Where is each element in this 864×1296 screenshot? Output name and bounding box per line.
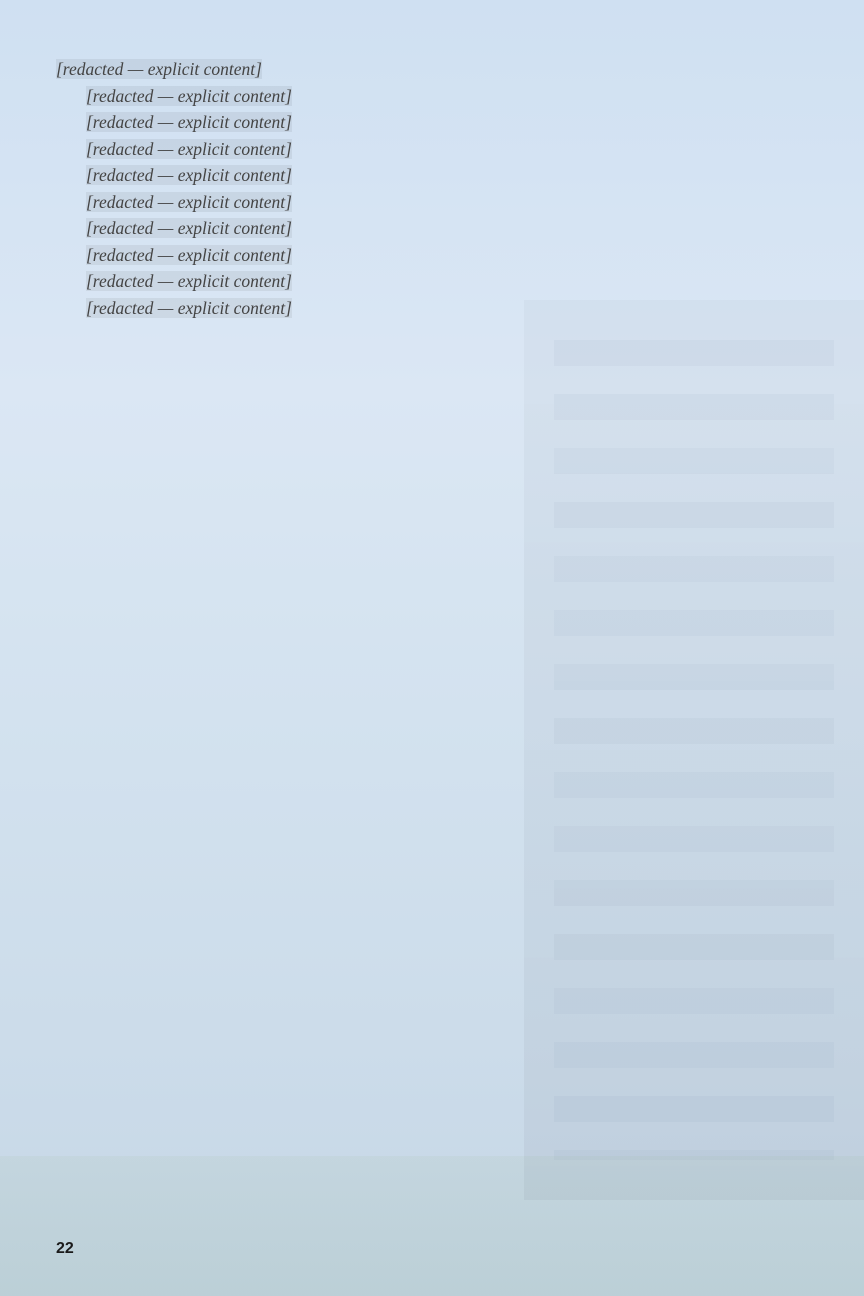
paragraph: [redacted — explicit content] (56, 59, 262, 79)
paragraph: [redacted — explicit content] (86, 218, 292, 238)
paragraph: [redacted — explicit content] (86, 112, 292, 132)
body-text-block (56, 56, 808, 321)
page-number: 22 (56, 1240, 74, 1257)
paragraph: [redacted — explicit content] (86, 85, 292, 106)
paragraph: [redacted — explicit content] (86, 138, 292, 159)
background-building-photo (524, 300, 864, 1200)
background-lawn (0, 1156, 864, 1296)
paragraph: [redacted — explicit content] (86, 297, 292, 318)
paragraph: [redacted — explicit content] (86, 244, 292, 265)
paragraph: [redacted — explicit content] (86, 165, 292, 185)
building-windows (554, 340, 834, 1160)
paragraph: [redacted — explicit content] (86, 191, 292, 212)
paragraph: [redacted — explicit content] (86, 271, 292, 291)
